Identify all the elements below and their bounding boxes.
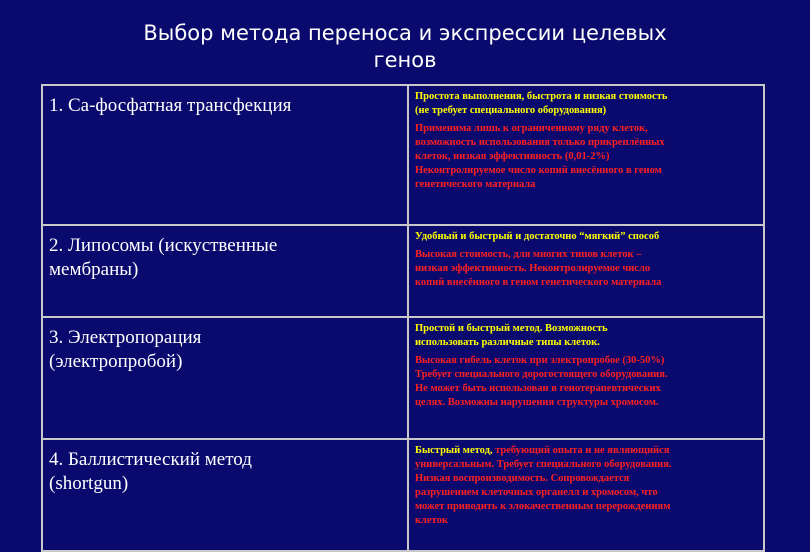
disadvantage-line: целях. Возможны нарушения структуры хромосом. (415, 397, 659, 408)
disadvantage-line: Требует специального дорогостоящего оборудования. (415, 369, 668, 380)
disadvantage-line: Не может быть использован в генотерапевтических (415, 383, 661, 394)
title-line-2: генов (373, 48, 437, 72)
method-cell (42, 439, 408, 551)
table-row (42, 85, 764, 225)
disadvantage-line: Применима лишь к ограниченному ряду клеток, (415, 123, 648, 134)
table-row (42, 317, 764, 439)
description-cell (408, 439, 764, 551)
disadvantage-line: копий внесённого в геном генетического материала (415, 277, 662, 288)
disadvantage-line: разрушением клеточных органелл и хромосом, что (415, 487, 658, 498)
disadvantage-line: Высокая стоимость, для многих типов клеток – (415, 249, 642, 260)
description-cell (408, 225, 764, 317)
slide-title (60, 20, 750, 74)
mixed-line (415, 444, 759, 458)
methods-table (41, 84, 765, 552)
disadvantage-line: клеток, низкая эффективность (0,01-2%) (415, 151, 610, 162)
method-name: 3. Электропорация (49, 327, 202, 348)
advantage-line: (не требует специального оборудования) (415, 105, 607, 116)
disadvantage-line: клеток (415, 515, 448, 526)
method-name-cont: мембраны) (49, 259, 139, 280)
table-row (42, 225, 764, 317)
disadvantage-line: Низкая воспроизводимость. Сопровождается (415, 473, 630, 484)
method-cell (42, 317, 408, 439)
disadvantage-line: Высокая гибель клеток при электропробое (30-50%) (415, 355, 665, 366)
advantage-line: использовать различные типы клеток. (415, 337, 600, 348)
advantage-line: Удобный и быстрый и достаточно “мягкий” способ (415, 231, 660, 242)
method-cell (42, 85, 408, 225)
disadvantage-line: Неконтролируемое число копий внесённого в геном (415, 165, 662, 176)
method-name-cont: (shortgun) (49, 473, 129, 494)
advantage-inline: Быстрый метод, (415, 445, 493, 456)
disadvantage-line: может приводить к злокачественным перерождениям (415, 501, 671, 512)
method-name: 2. Липосомы (искуственные (49, 235, 278, 256)
disadvantage-inline: требующий опыта и не являющийся (492, 445, 670, 456)
method-name: 1. Са-фосфатная трансфекция (49, 95, 292, 116)
advantage-line: Простота выполнения, быстрота и низкая стоимость (415, 91, 668, 102)
table-row (42, 439, 764, 551)
description-cell (408, 85, 764, 225)
advantage-line: Простой и быстрый метод. Возможность (415, 323, 608, 334)
disadvantage-line: низкая эффективность. Неконтролируемое число (415, 263, 651, 274)
title-line-1: Выбор метода переноса и экспрессии целевых (143, 21, 667, 45)
method-name: 4. Баллистический метод (49, 449, 252, 470)
disadvantage-line: генетического материала (415, 179, 536, 190)
disadvantage-line: возможность использования только прикреплённых (415, 137, 665, 148)
disadvantage-line: универсальным. Требует специального оборудования. (415, 459, 672, 470)
method-name-cont: (электропробой) (49, 351, 183, 372)
description-cell (408, 317, 764, 439)
method-cell (42, 225, 408, 317)
